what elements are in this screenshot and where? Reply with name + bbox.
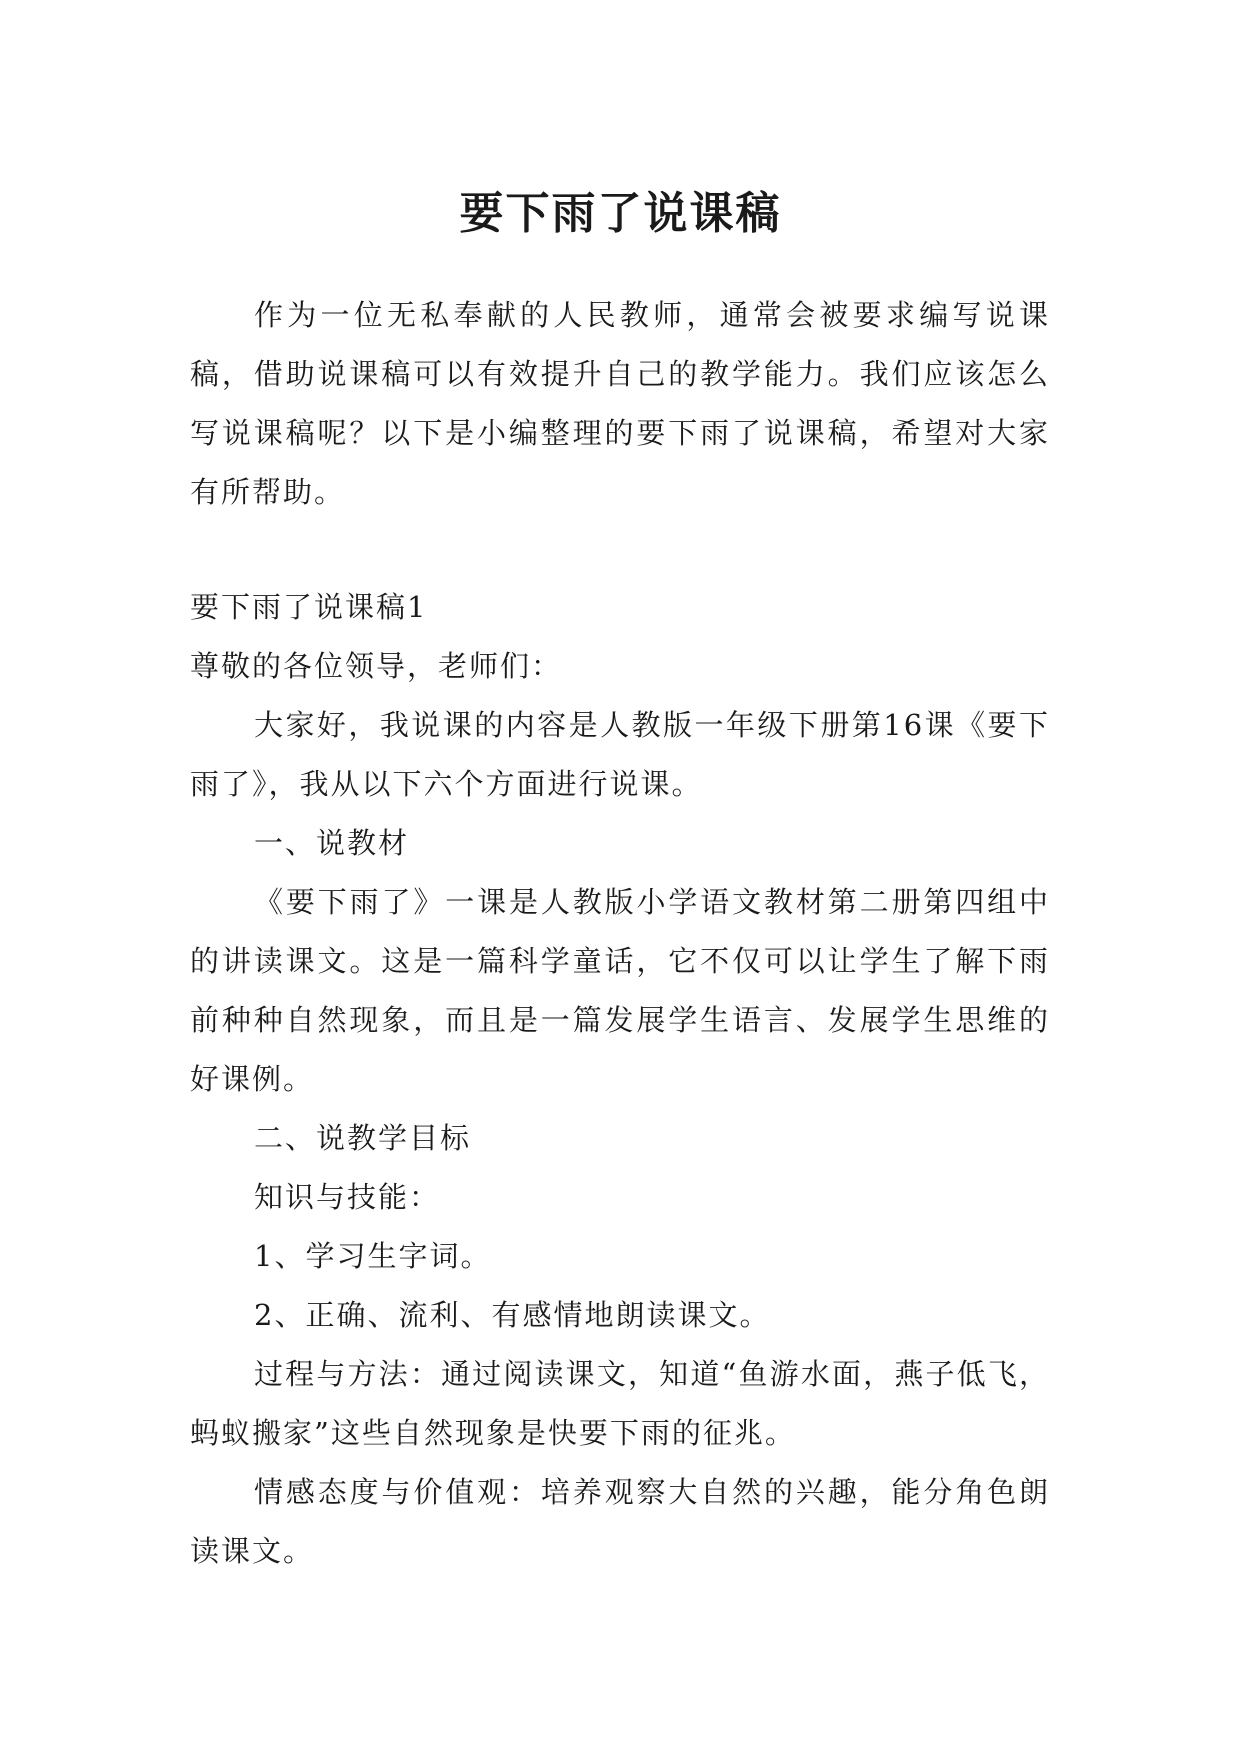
- intro-block: [190, 286, 1050, 522]
- section-heading: 要下雨了说课稿1: [190, 590, 428, 624]
- intro-paragraph: 作为一位无私奉献的人民教师，通常会被要求编写说课稿，借助说课稿可以有效提升自己的教学能力。我们应该怎么写说课稿呢？以下是小编整理的要下雨了说课稿，希望对大家有所帮助。: [190, 298, 1050, 509]
- opening-paragraph: 大家好，我说课的内容是人教版一年级下册第16课《要下雨了》，我从以下六个方面进行说课。: [190, 708, 1050, 801]
- textbook-paragraph: 《要下雨了》一课是人教版小学语文教材第二册第四组中的讲读课文。这是一篇科学童话，它不仅可以让学生了解下雨前种种自然现象，而且是一篇发展学生语言、发展学生思维的好课例。: [190, 885, 1050, 1096]
- document-title: 要下雨了说课稿: [459, 188, 782, 240]
- greeting-line: 尊敬的各位领导，老师们：: [190, 649, 563, 683]
- heading-goals: 二、说教学目标: [254, 1121, 472, 1155]
- content-block: [190, 578, 1050, 1581]
- goal-emotion-paragraph: 情感态度与价值观：培养观察大自然的兴趣，能分角色朗读课文。: [190, 1475, 1050, 1568]
- goal-process-paragraph: 过程与方法：通过阅读课文，知道“鱼游水面，燕子低飞，蚂蚁搬家”这些自然现象是快要下雨的征兆。: [190, 1357, 1050, 1450]
- goal-item-2: 2、正确、流利、有感情地朗读课文。: [254, 1298, 771, 1332]
- goal-knowledge-label: 知识与技能：: [254, 1180, 441, 1214]
- heading-textbook: 一、说教材: [254, 826, 410, 860]
- goal-item-1: 1、学习生字词。: [254, 1239, 492, 1273]
